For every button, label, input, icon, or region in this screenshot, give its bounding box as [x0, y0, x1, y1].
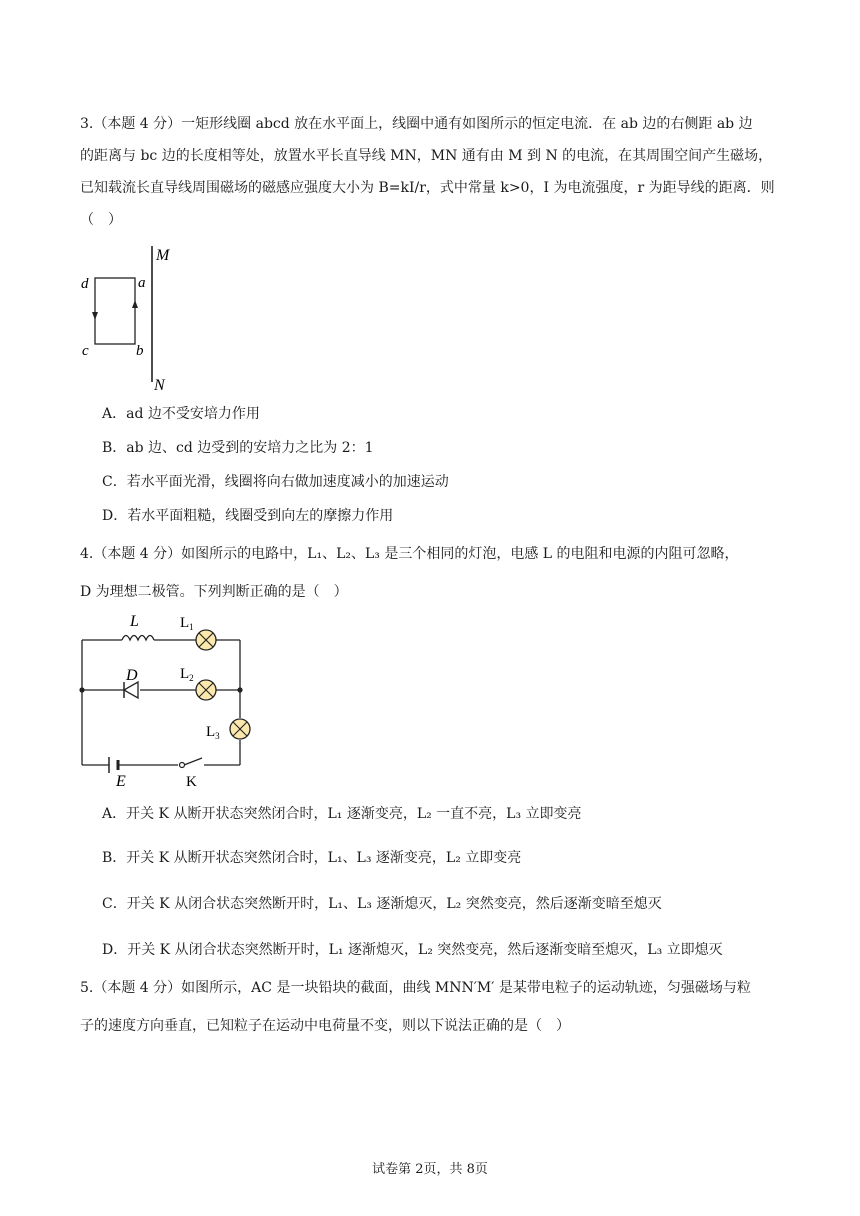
q4-option-b[interactable]: B．开关 K 从断开状态突然闭合时，L₁、L₃ 逐渐变亮，L₂ 立即变亮	[102, 850, 522, 866]
q4-option-d[interactable]: D．开关 K 从闭合状态突然断开时，L₁ 逐渐熄灭，L₂ 突然变亮，然后逐渐变暗至熄灭，L₃ 立即熄灭	[102, 942, 723, 958]
label-battery: E	[116, 773, 126, 788]
label-m: M	[156, 247, 170, 264]
lamp-l1-icon	[196, 630, 216, 650]
label-b: b	[136, 343, 144, 359]
label-a: a	[138, 275, 146, 291]
lamp-l2-icon	[196, 680, 216, 700]
q3-coil-figure	[76, 240, 186, 392]
label-l1: $L_1$	[180, 615, 194, 632]
arrow-down-icon	[92, 312, 98, 320]
label-l2: $L_2$	[180, 666, 194, 683]
q3-option-a[interactable]: A．ad 边不受安培力作用	[102, 406, 260, 422]
coil-abcd	[95, 278, 135, 344]
q4-circuit-figure	[74, 608, 264, 788]
q3-option-c[interactable]: C．若水平面光滑，线圈将向右做加速度减小的加速运动	[102, 474, 449, 490]
label-diode: D	[126, 667, 138, 684]
label-c: c	[82, 343, 89, 359]
q3-line2: 的距离与 bc 边的长度相等处，放置水平长直导线 MN，MN 通有由 M 到 N 的电流，在其周围空间产生磁场，	[80, 148, 773, 164]
q4-option-c[interactable]: C．开关 K 从闭合状态突然断开时，L₁、L₃ 逐渐熄灭，L₂ 突然变亮，然后逐渐变暗至熄灭	[102, 896, 662, 912]
label-switch: K	[186, 774, 197, 788]
q4-line2: D 为理想二极管。下列判断正确的是（ ）	[80, 584, 348, 600]
label-n: N	[154, 377, 165, 392]
lamp-l3-icon	[230, 719, 250, 739]
q5-line1: 5.（本题 4 分）如图所示，AC 是一块铅块的截面，曲线 MNN′M′ 是某带电粒子的运动轨迹，匀强磁场与粒	[80, 980, 751, 996]
q5-line2: 子的速度方向垂直，已知粒子在运动中电荷量不变，则以下说法正确的是（ ）	[80, 1018, 570, 1034]
label-inductor: L	[130, 613, 139, 630]
q4-option-a[interactable]: A．开关 K 从断开状态突然闭合时，L₁ 逐渐变亮，L₂ 一直不亮，L₃ 立即变亮	[102, 806, 582, 822]
label-d: d	[81, 276, 89, 292]
inductor-coil	[122, 636, 154, 641]
q3-line1: 3.（本题 4 分）一矩形线圈 abcd 放在水平面上，线圈中通有如图所示的恒定电流．在 ab 边的右侧距 ab 边	[80, 116, 753, 132]
arrow-up-icon	[132, 300, 138, 308]
q3-line3: 已知载流长直导线周围磁场的磁感应强度大小为 B=kI/r，式中常量 k>0，I 为电流强度，r 为距导线的距离．则	[80, 180, 775, 196]
diode-icon	[124, 682, 138, 698]
label-l3: $L_3$	[206, 724, 220, 741]
q3-option-b[interactable]: B．ab 边、cd 边受到的安培力之比为 2：1	[102, 440, 374, 456]
q3-option-d[interactable]: D．若水平面粗糙，线圈受到向左的摩擦力作用	[102, 508, 394, 524]
q3-blank: （ ）	[80, 212, 122, 228]
page-footer: 试卷第 2页，共 8页	[372, 1162, 488, 1177]
q4-line1: 4.（本题 4 分）如图所示的电路中，L₁、L₂、L₃ 是三个相同的灯泡，电感 L 的电阻和电源的内阻可忽略，	[80, 546, 739, 562]
switch-icon	[180, 763, 185, 768]
